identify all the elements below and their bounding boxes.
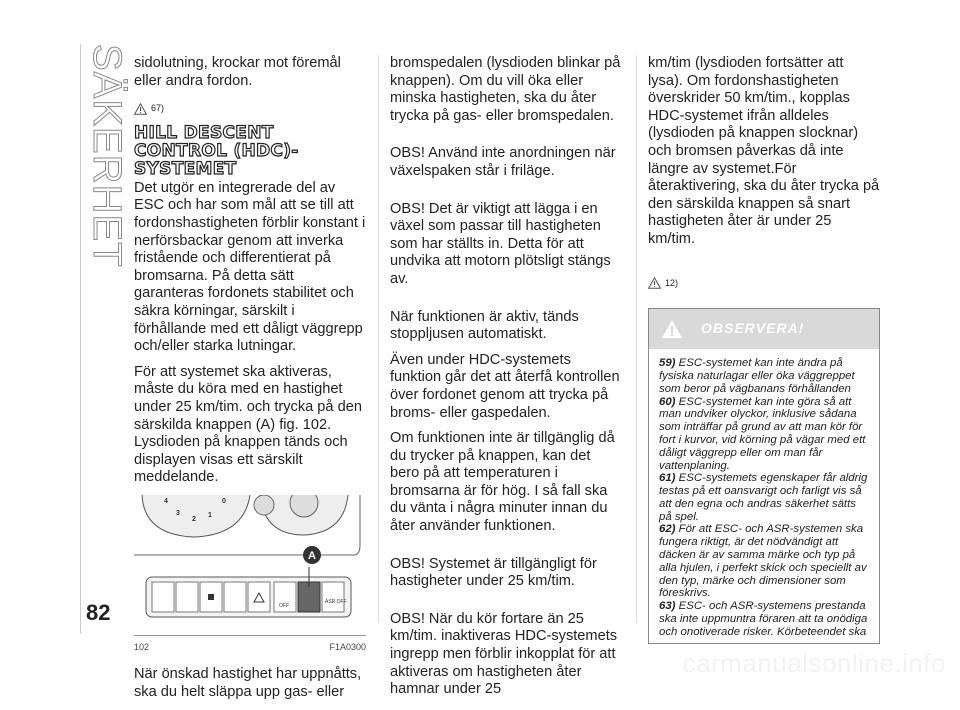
- paragraph: För att systemet ska aktiveras, måste du köra med en hastighet under 25 km/tim. och trycka på den särskilda knappen (A) fig. 102. Lysdioden på knappen tänds och displayen visas ett särskilt meddelande.: [134, 363, 362, 486]
- observera-title: OBSERVERA!: [701, 320, 805, 337]
- callout-letter: A: [308, 549, 316, 562]
- note-item: 59) ESC-systemet kan inte ändra på fysiska naturlagar eller öka väggreppet som beror på vägbanans förhållanden: [659, 357, 855, 395]
- column-2: [390, 55, 622, 707]
- watermark: carmanualsonline.info: [682, 648, 946, 678]
- note-item: 62) För att ESC- och ASR-systemen ska fungera riktigt, är det nödvändigt att däcken är av samma märke och typ på alla hjulen, i perfekt skick och speciellt av den typ, märke och dimensioner som föreskrivs.: [659, 523, 867, 600]
- button-label: ASR OFF: [325, 598, 347, 605]
- warning-triangle-icon: [661, 319, 683, 339]
- figure-code: F1A0300: [329, 641, 366, 652]
- column-3: [648, 55, 880, 644]
- note-item: 61) ESC-systemets egenskaper får aldrig testas på ett oansvarigt och farligt vis så att den egna och andras säkerhet sätts på spel.: [659, 472, 868, 523]
- paragraph: Det utgör en integrerade del av ESC och har som mål att se till att fordonshastigheten förblir konstant i nerförsbackar genom att inverka fristående och differentierat på bromsarna. På detta sätt garanteras fordonets stabilitet och säkra körningar, särskilt i förhållande med ett dåligt väggrepp och/eller starka lutningar.: [134, 179, 366, 355]
- gauge-number: 1: [208, 511, 212, 519]
- figure-caption: [134, 639, 366, 657]
- button-label: OFF: [279, 602, 289, 609]
- paragraph: OBS! Det är viktigt att lägga i en växel som passar till hastigheten som har ställts in. Detta för att undvika att motorn plötsligt stängs av.: [390, 200, 611, 287]
- section-heading: HILL DESCENT CONTROL (HDC)-SYSTEMET: [134, 122, 299, 179]
- column-divider: [636, 55, 637, 623]
- gauge-number: 0: [222, 497, 226, 505]
- warning-reference: 12): [648, 275, 678, 293]
- lock-icon: [208, 594, 214, 600]
- observera-header: [649, 309, 879, 349]
- column-1: [134, 55, 366, 710]
- note-item: 60) ESC-systemet kan inte göra så att man undviker olyckor, inklusive sådana som inträffar på grund av att man kör för fort i kurvor, vid körning på vägar med ett dåligt väggrepp eller om man får vattenplaning.: [659, 395, 866, 472]
- warning-triangle-icon: [648, 277, 661, 289]
- gauge-number: 3: [176, 509, 180, 517]
- paragraph: km/tim (lysdioden fortsätter att lysa). Om fordonshastigheten överskrider 50 km/tim., kopplas HDC-systemet ifrån alldeles (lysdioden på knappen slocknar) och bromsen påverkas då inte längre av systemet.För återaktivering, ska du åter trycka på den särskilda knappen så snart hastigheten åter är under 25 km/tim.: [648, 55, 880, 247]
- intro-text: sidolutning, krockar mot föremål eller andra fordon.: [134, 55, 341, 89]
- observera-notes: [649, 349, 879, 643]
- warning-triangle-icon: [134, 103, 147, 115]
- warning-reference: 67): [134, 100, 164, 118]
- gauge-number: 4: [164, 497, 168, 505]
- paragraph: bromspedalen (lysdioden blinkar på knappen). Om du vill öka eller minska hastigheten, ska du åter trycka på gas- eller bromspedalen.: [390, 55, 621, 124]
- paragraph: När funktionen är aktiv, tänds stopplјusen automatiskt.: [390, 308, 579, 343]
- gauge-number: 2: [192, 515, 196, 523]
- page-number: 82: [86, 600, 111, 625]
- side-rule: [80, 44, 81, 634]
- paragraph: Om funktionen inte är tillgänglig då du trycker på knappen, kan det bero på att temperaturen i bromsarna är för hög. I så fall ska du vänta i några minuter innan du åter använder funktionen.: [390, 430, 615, 535]
- paragraph: OBS! Systemet är tillgängligt för hastigheter under 25 km/tim.: [390, 555, 597, 590]
- section-title-vertical: SÄKERHET: [85, 44, 129, 268]
- paragraph: OBS! Använd inte anordningen när växelspaken står i friläge.: [390, 145, 616, 179]
- note-item: 63) ESC- och ASR-systemens prestanda ska inte uppmuntra föraren att ta onödiga och onotiverade risker. Körbeteendet ska: [659, 600, 868, 638]
- observera-box: [648, 308, 880, 644]
- paragraph: OBS! När du kör fortare än 25 km/tim. inaktiveras HDC-systemets ingrepp men förblir inkopplat för att aktiveras om hastigheten åter hamnar under 25: [390, 610, 618, 698]
- paragraph: Även under HDC-systemets funktion går det att återfå kontrollen över fordonet genom att trycka på broms- eller gaspedalen.: [390, 351, 620, 421]
- column-divider: [378, 55, 379, 623]
- paragraph: När önskad hastighet har uppnåtts, ska du helt släppa upp gas- eller: [134, 666, 362, 701]
- dashboard-illustration: [134, 495, 366, 635]
- figure-number: 102: [134, 641, 150, 652]
- figure-dashboard-buttons: [134, 495, 366, 636]
